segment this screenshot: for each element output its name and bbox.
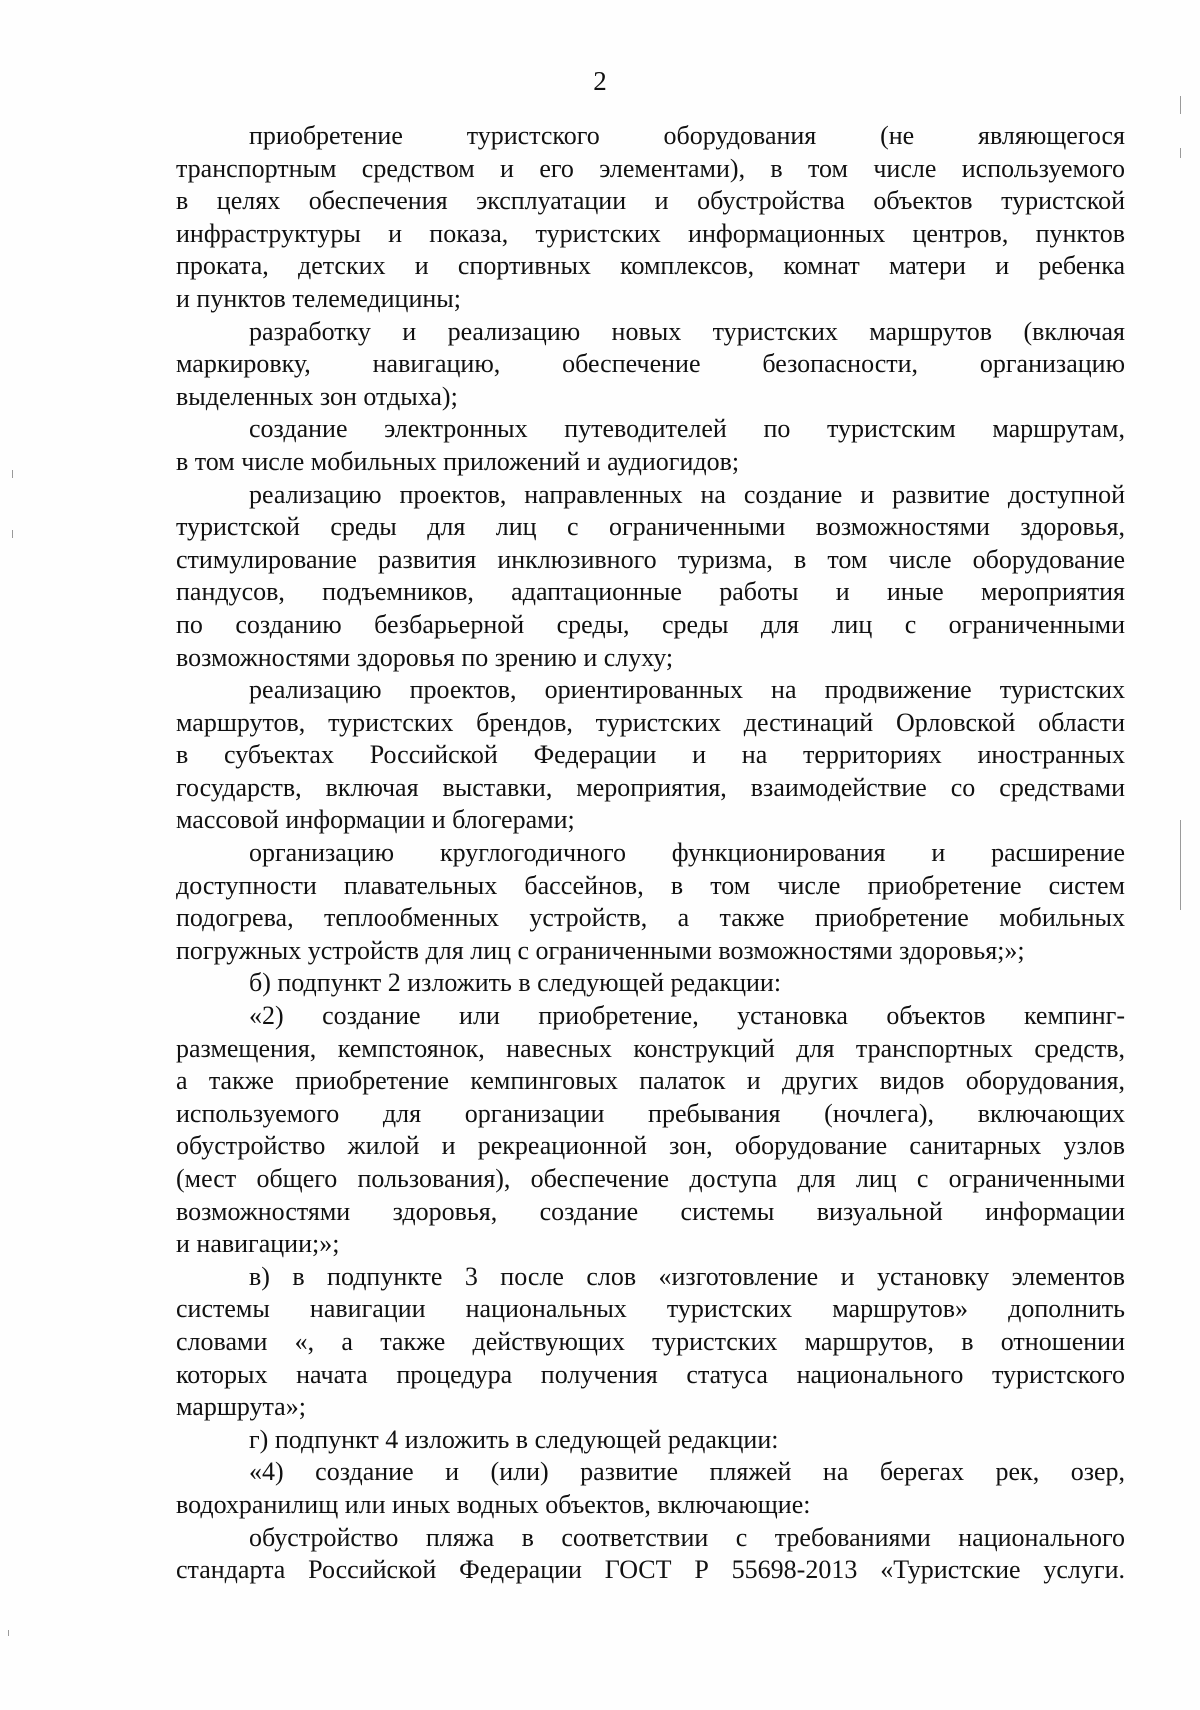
text-line: приобретение туристского оборудования (не являющегося (249, 121, 1125, 150)
text-line: б) подпункт 2 изложить в следующей редакции: (249, 968, 782, 998)
text-line: доступности плавательных бассейнов, в том числе приобретение систем (176, 870, 1125, 900)
paragraph (176, 837, 1125, 967)
text-line: в целях обеспечения эксплуатации и обустройства объектов туристской (176, 186, 1125, 216)
text-line: пандусов, подъемников, адаптационные работы и иные мероприятия (176, 577, 1125, 607)
text-line: подогрева, теплообменных устройств, а также приобретение мобильных (176, 903, 1125, 933)
paragraph (176, 413, 1125, 478)
text-line: (мест общего пользования), обеспечение доступа для лиц с ограниченными (176, 1164, 1125, 1193)
scan-mark (1180, 96, 1181, 114)
text-line: организацию круглогодичного функционирования и расширение (249, 838, 1125, 868)
text-line: массовой информации и блогерами; (176, 805, 575, 835)
text-line: проката, детских и спортивных комплексов, комнат матери и ребенка (176, 251, 1125, 281)
scan-mark (8, 1630, 9, 1636)
paragraph (176, 1000, 1125, 1261)
text-line: обустройство жилой и рекреационной зон, оборудование санитарных узлов (176, 1131, 1125, 1161)
text-line: создание электронных путеводителей по туристским маршрутам, (249, 414, 1125, 444)
paragraph (176, 1424, 1125, 1457)
document-body (176, 120, 1125, 1587)
text-line: используемого для организации пребывания (ночлега), включающих (176, 1098, 1125, 1128)
text-line: а также приобретение кемпинговых палаток и других видов оборудования, (176, 1066, 1125, 1096)
text-line: инфраструктуры и показа, туристских информационных центров, пунктов (176, 218, 1125, 248)
text-line: в) в подпункте 3 после слов «изготовление и установку элементов (249, 1261, 1125, 1291)
page-number: 2 (593, 66, 607, 96)
text-line: погружных устройств для лиц с ограниченными возможностями здоровья;»; (176, 935, 1025, 965)
text-line: по созданию безбарьерной среды, среды для лиц с ограниченными (176, 609, 1125, 639)
paragraph (176, 316, 1125, 414)
paragraph (176, 967, 1125, 1000)
scan-mark (1180, 148, 1181, 158)
text-line: транспортным средством и его элементами), в том числе используемого (176, 153, 1125, 183)
text-line: обустройство пляжа в соответствии с требованиями национального (249, 1522, 1125, 1552)
text-line: разработку и реализацию новых туристских маршрутов (включая (249, 316, 1125, 346)
text-line: возможностями здоровья по зрению и слуху; (176, 642, 674, 672)
text-line: стандарта Российской Федерации ГОСТ Р 55698-2013 «Туристские услуги. (176, 1555, 1125, 1585)
text-line: стимулирование развития инклюзивного туризма, в том числе оборудование (176, 544, 1125, 574)
text-line: г) подпункт 4 изложить в следующей редакции: (249, 1424, 779, 1454)
scan-mark (1180, 820, 1181, 910)
paragraph (176, 674, 1125, 837)
text-line: возможностями здоровья, создание системы визуальной информации (176, 1196, 1125, 1226)
text-line: в субъектах Российской Федерации и на территориях иностранных (176, 740, 1125, 770)
text-line: и навигации;»; (176, 1229, 340, 1259)
text-line: реализацию проектов, направленных на создание и развитие доступной (249, 479, 1125, 509)
scan-mark (12, 530, 13, 538)
text-line: в том числе мобильных приложений и аудиогидов; (176, 446, 740, 476)
text-line: водохранилищ или иных водных объектов, включающие: (176, 1489, 811, 1519)
text-line: словами «, а также действующих туристских маршрутов, в отношении (176, 1326, 1125, 1356)
text-line: государств, включая выставки, мероприятия, взаимодействие со средствами (176, 772, 1125, 802)
text-line: выделенных зон отдыха); (176, 381, 458, 411)
text-line: маркировку, навигацию, обеспечение безопасности, организацию (176, 349, 1125, 379)
text-line: которых начата процедура получения статуса национального туристского (176, 1359, 1125, 1389)
paragraph (176, 479, 1125, 675)
text-line: размещения, кемпстоянок, навесных конструкций для транспортных средств, (176, 1033, 1125, 1063)
text-line: и пунктов телемедицины; (176, 283, 461, 313)
text-line: реализацию проектов, ориентированных на продвижение туристских (249, 675, 1125, 705)
text-line: «2) создание или приобретение, установка объектов кемпинг- (249, 1001, 1125, 1031)
text-line: туристской среды для лиц с ограниченными возможностями здоровья, (176, 512, 1125, 542)
scan-mark (12, 470, 13, 478)
text-line: «4) создание и (или) развитие пляжей на берегах рек, озер, (249, 1457, 1125, 1487)
text-line: системы навигации национальных туристских маршрутов» дополнить (176, 1294, 1125, 1324)
text-line: маршрута»; (176, 1392, 306, 1422)
paragraph (176, 1456, 1125, 1521)
paragraph (176, 1261, 1125, 1424)
paragraph (176, 1522, 1125, 1587)
text-line: маршрутов, туристских брендов, туристских дестинаций Орловской области (176, 707, 1125, 737)
paragraph (176, 120, 1125, 316)
